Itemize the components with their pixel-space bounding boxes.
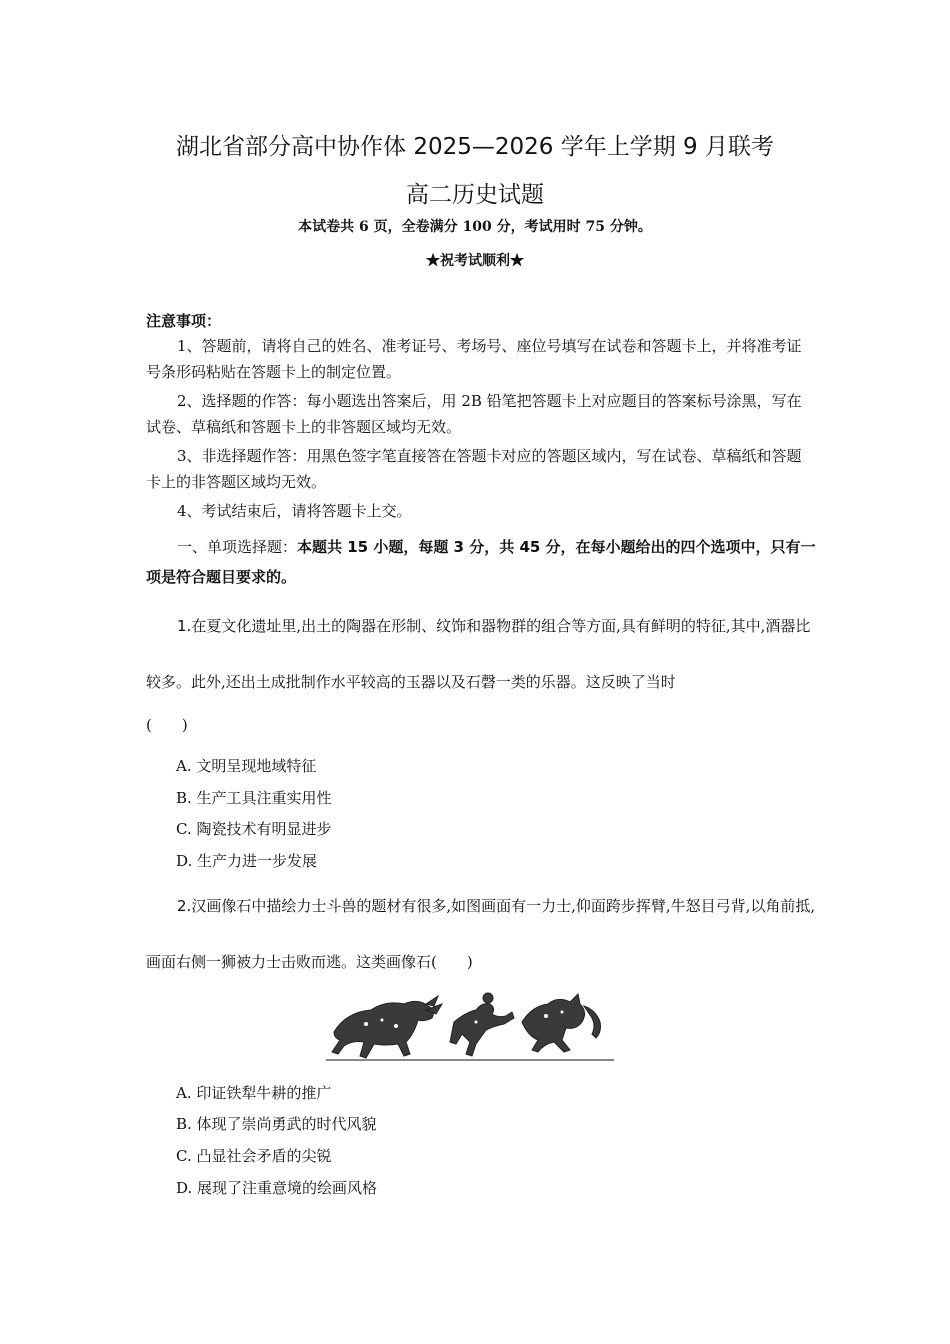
question-1-option-c: C. 陶瓷技术有明显进步 — [176, 820, 332, 838]
exam-subtitle: 高二历史试题 — [406, 182, 544, 208]
han-stone-relief-image — [326, 982, 614, 1064]
question-2-text: 汉画像石中描绘力士斗兽的题材有很多,如图画面有一力士,仰面跨步挥臂,牛怒目弓背,以角前抵,画面右侧一狮被力士击败而逃。这类画像石( ) — [146, 897, 816, 971]
question-1-option-d: D. 生产力进一步发展 — [176, 852, 318, 870]
question-1-option-a: A. 文明呈现地域特征 — [176, 757, 317, 775]
question-2-option-c: C. 凸显社会矛盾的尖锐 — [176, 1147, 332, 1165]
good-luck-line: ★祝考试顺利★ — [426, 253, 524, 269]
question-2-stem — [146, 878, 816, 990]
notice-item-2: 2、选择题的作答：每小题选出答案后，用 2B 铅笔把答题卡上对应题目的答案标号涂黑，写在试卷、草稿纸和答题卡上的非答题区域均无效。 — [146, 392, 802, 436]
section-instructions — [146, 532, 816, 592]
notice-item-1: 1、答题前，请将自己的姓名、准考证号、考场号、座位号填写在试卷和答题卡上，并将准考证号条形码粘贴在答题卡上的制定位置。 — [146, 337, 802, 381]
exam-info: 本试卷共 6 页，全卷满分 100 分，考试用时 75 分钟。 — [298, 219, 652, 235]
question-1-text: 在夏文化遗址里,出土的陶器在形制、纹饰和器物群的组合等方面,具有鲜明的特征,其中,酒器比较多。此外,还出土成批制作水平较高的玉器以及石磬一类的乐器。这反映了当时 — [146, 617, 811, 691]
question-1-stem — [146, 598, 816, 710]
question-1-number: 1. — [177, 617, 192, 635]
notice-item-4: 4、考试结束后，请将答题卡上交。 — [177, 502, 412, 520]
question-1-blank: ( ) — [146, 716, 188, 734]
exam-title: 湖北省部分高中协作体 2025—2026 学年上学期 9 月联考 — [176, 134, 774, 160]
notice-item-3: 3、非选择题作答：用黑色签字笔直接答在答题卡对应的答题区域内，写在试卷、草稿纸和答题卡上的非答题区域均无效。 — [146, 447, 802, 491]
question-2-option-d: D. 展现了注重意境的绘画风格 — [176, 1179, 378, 1197]
section-lead: 一、单项选择题： — [177, 538, 298, 556]
notice-heading: 注意事项： — [146, 312, 222, 330]
question-1-option-b: B. 生产工具注重实用性 — [176, 789, 332, 807]
question-2-option-b: B. 体现了崇尚勇武的时代风貌 — [176, 1115, 377, 1133]
question-2-option-a: A. 印证铁犁牛耕的推广 — [176, 1084, 332, 1102]
question-2-number: 2. — [177, 897, 192, 915]
section-text: 本题共 15 小题，每题 3 分，共 45 分，在每小题给出的四个选项中，只有一项是符合题目要求的。 — [146, 538, 816, 586]
